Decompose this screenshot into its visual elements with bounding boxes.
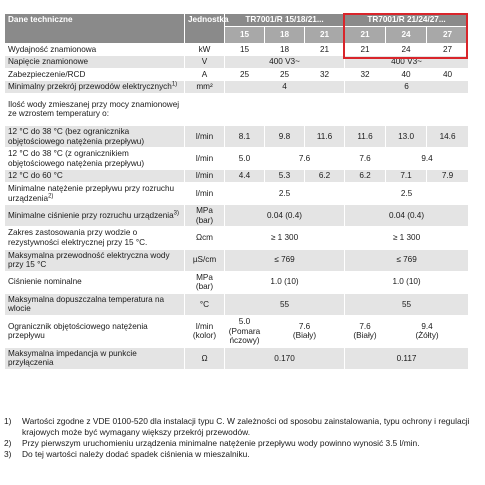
row-unit: Ωcm <box>185 227 225 249</box>
cell: 15 <box>225 43 265 56</box>
table-row <box>5 182 469 204</box>
cell: 7.9 <box>427 170 469 183</box>
cell: 27 <box>427 43 469 56</box>
cell: 4 <box>225 81 345 94</box>
header-model: 27 <box>427 26 469 43</box>
cell: 13.0 <box>386 125 427 147</box>
header-model: 15 <box>225 26 265 43</box>
cell: 1.0 (10) <box>225 271 345 293</box>
row-label <box>5 81 185 94</box>
cell: 1.0 (10) <box>345 271 469 293</box>
cell: 9.4 <box>386 148 469 170</box>
cell: 6.2 <box>305 170 345 183</box>
row-unit: A <box>185 68 225 81</box>
row-label: Zabezpieczenie/RCD <box>5 68 185 81</box>
cell: 11.6 <box>305 125 345 147</box>
row-label: Napięcie znamionowe <box>5 56 185 69</box>
row-label: 12 °C do 38 °C (z ogranicznikiem objętościowego natężenia przepływu) <box>5 148 185 170</box>
row-unit <box>185 93 225 125</box>
cell-line: (Żółty) <box>415 331 439 341</box>
table-row <box>5 125 469 147</box>
row-unit: µS/cm <box>185 249 225 271</box>
row-unit <box>185 271 225 293</box>
cell: 14.6 <box>427 125 469 147</box>
header-group2: TR7001/R 21/24/27... <box>345 14 469 27</box>
cell: 6 <box>345 81 469 94</box>
row-label: Ogranicznik objętościowego natężenia przepływu <box>5 316 185 348</box>
cell: 40 <box>427 68 469 81</box>
cell: ≤ 769 <box>345 249 469 271</box>
cell: 7.1 <box>386 170 427 183</box>
table-row <box>5 148 469 170</box>
row-unit <box>185 316 225 348</box>
footnote-text: Wartości zgodne z VDE 0100-520 dla instalacji typu C. W zależności od sposobu zainstalowania, typu ochrony i regulacji krajowych może być wymagany większy przekrój przewodów. <box>22 416 470 437</box>
table-row <box>5 56 469 69</box>
tech-data-table <box>4 13 469 370</box>
header-unit: Jednostka <box>185 14 225 44</box>
table-row <box>5 316 469 348</box>
footnote-number: 2) <box>4 438 12 448</box>
table-row <box>5 43 469 56</box>
row-label-text: Minimalne ciśnienie przy rozruchu urządzenia <box>8 210 174 220</box>
cell: ≥ 1 300 <box>345 227 469 249</box>
cell: 0.117 <box>345 347 469 369</box>
table-row <box>5 81 469 94</box>
cell-line: 5.0 <box>238 317 251 327</box>
header-model: 21 <box>345 26 386 43</box>
cell: 9.8 <box>265 125 305 147</box>
table-row <box>5 347 469 369</box>
cell: 8.1 <box>225 125 265 147</box>
cell: 11.6 <box>345 125 386 147</box>
footnote <box>4 449 474 460</box>
cell: 32 <box>305 68 345 81</box>
unit-line: MPa <box>196 272 213 282</box>
cell: 55 <box>225 293 345 315</box>
cell: 32 <box>345 68 386 81</box>
footnote-text: Przy pierwszym uruchomieniu urządzenia minimalne natężenie przepływu wody powinno wynosić 3.5 l/min. <box>22 438 420 448</box>
cell: 24 <box>386 43 427 56</box>
row-label: Ciśnienie nominalne <box>5 271 185 293</box>
cell: 5.0 <box>225 148 265 170</box>
row-unit: Ω <box>185 347 225 369</box>
cell-line: 9.4 <box>421 321 433 331</box>
cell: 55 <box>345 293 469 315</box>
row-unit <box>185 205 225 227</box>
footnote <box>4 438 474 449</box>
row-label: 12 °C do 38 °C (bez ogranicznika objętościowego natężenia przepływu) <box>5 125 185 147</box>
row-unit: l/min <box>185 170 225 183</box>
cell-line: ńczowy) <box>229 336 260 346</box>
cell: 40 <box>386 68 427 81</box>
table-row <box>5 205 469 227</box>
cell: 7.6 <box>265 148 345 170</box>
footnote <box>4 416 474 438</box>
table-row <box>5 271 469 293</box>
cell: 18 <box>265 43 305 56</box>
table-row <box>5 170 469 183</box>
row-unit: V <box>185 56 225 69</box>
unit-line: l/min <box>195 321 214 331</box>
row-unit: °C <box>185 293 225 315</box>
cell: 25 <box>225 68 265 81</box>
row-label: Ilość wody zmieszanej przy mocy znamionowej ze wzrostem temperatury o: <box>5 93 185 125</box>
cell <box>386 316 469 348</box>
cell: 400 V3~ <box>345 56 469 69</box>
cell <box>345 93 469 125</box>
cell: 2.5 <box>345 182 469 204</box>
cell <box>265 316 345 348</box>
cell-line: 7.6 <box>359 321 371 331</box>
cell <box>225 93 345 125</box>
header-model: 24 <box>386 26 427 43</box>
footnote-ref: 2) <box>48 192 54 199</box>
table-row <box>5 227 469 249</box>
row-label-text: Minimalne natężenie przepływu przy rozruchu urządzenia <box>8 183 175 203</box>
cell-line: (Biały) <box>353 331 377 341</box>
row-label <box>5 182 185 204</box>
cell: ≥ 1 300 <box>225 227 345 249</box>
cell: 25 <box>265 68 305 81</box>
cell: ≤ 769 <box>225 249 345 271</box>
cell: 21 <box>305 43 345 56</box>
unit-line: (kolor) <box>192 331 217 341</box>
cell-line: (Biały) <box>292 331 317 341</box>
row-unit: l/min <box>185 182 225 204</box>
table-row <box>5 68 469 81</box>
header-model: 21 <box>305 26 345 43</box>
cell: 0.04 (0.4) <box>345 205 469 227</box>
row-unit: l/min <box>185 148 225 170</box>
header-model: 18 <box>265 26 305 43</box>
footnote-ref: 3) <box>173 210 179 217</box>
cell: 21 <box>345 43 386 56</box>
cell: 0.04 (0.4) <box>225 205 345 227</box>
footnote-ref: 1) <box>171 81 178 88</box>
cell-line: 7.6 <box>298 321 311 331</box>
row-unit: l/min <box>185 125 225 147</box>
header-param: Dane techniczne <box>5 14 185 44</box>
row-label <box>5 205 185 227</box>
row-label: Zakres zastosowania przy wodzie o rezystywności elektrycznej przy 15 °C. <box>5 227 185 249</box>
footnotes <box>4 416 474 460</box>
cell: 0.170 <box>225 347 345 369</box>
footnote-number: 3) <box>4 449 12 459</box>
cell: 400 V3~ <box>225 56 345 69</box>
unit-line: MPa <box>196 206 213 216</box>
unit-line: (bar) <box>195 215 214 225</box>
row-unit: kW <box>185 43 225 56</box>
cell: 2.5 <box>225 182 345 204</box>
row-label: Maksymalna dopuszczalna temperatura na wlocie <box>5 293 185 315</box>
row-label: 12 °C do 60 °C <box>5 170 185 183</box>
row-label: Maksymalna impedancja w punkcie przyłączenia <box>5 347 185 369</box>
footnote-number: 1) <box>4 416 12 426</box>
header-group1: TR7001/R 15/18/21... <box>225 14 345 27</box>
row-label: Wydajność znamionowa <box>5 43 185 56</box>
cell-line: (Pomara <box>228 326 261 336</box>
table-row <box>5 293 469 315</box>
cell: 6.2 <box>345 170 386 183</box>
cell <box>225 316 265 348</box>
row-label-text: Minimalny przekrój przewodów elektrycznych <box>8 82 172 92</box>
table-row <box>5 249 469 271</box>
cell: 4.4 <box>225 170 265 183</box>
cell: 7.6 <box>345 148 386 170</box>
row-unit: mm² <box>185 81 225 94</box>
row-label: Maksymalna przewodność elektryczna wody przy 15 °C <box>5 249 185 271</box>
cell <box>345 316 386 348</box>
footnote-text: Do tej wartości należy dodać spadek ciśnienia w mieszalniku. <box>22 449 250 459</box>
cell: 5.3 <box>265 170 305 183</box>
table-row <box>5 93 469 125</box>
unit-line: (bar) <box>195 282 214 292</box>
